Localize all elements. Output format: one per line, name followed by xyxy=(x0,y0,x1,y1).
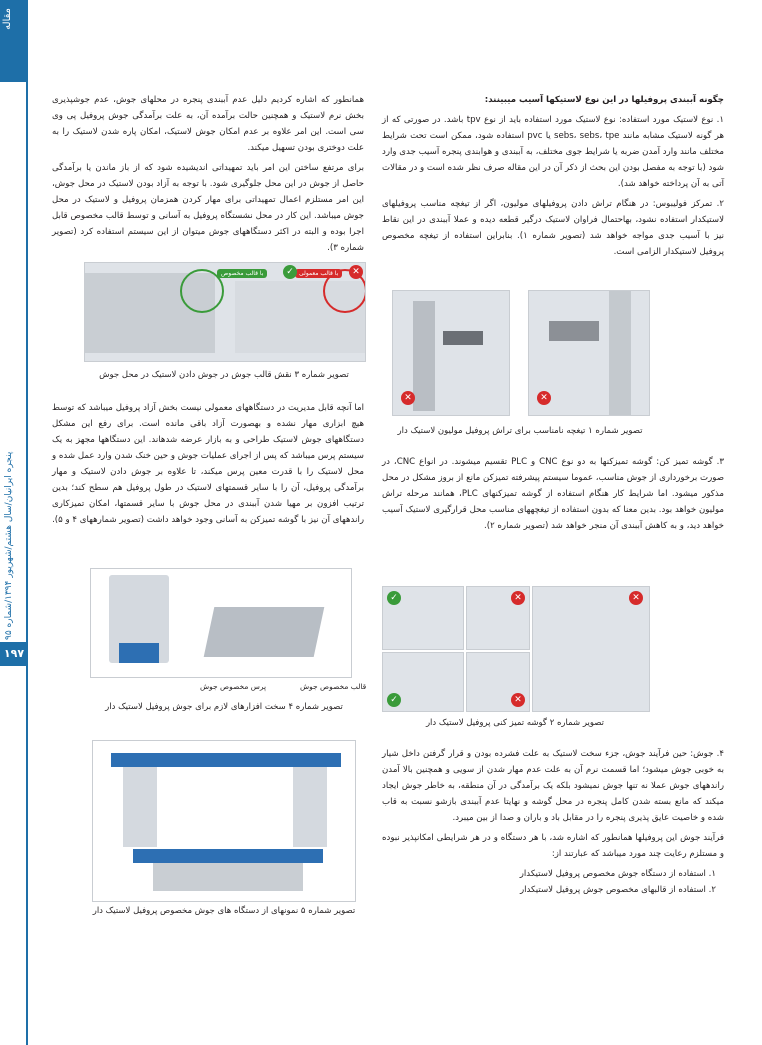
paragraph: ۲. تمرکز فولیبوس: در هنگام تراش دادن پروفیلهای مولیون، اگر از تیغچه مناسب پروفیلهای لاستیکدار استفاده نشود، بهاحتمال فراوان لاستیک درگیر قطعه دیده و عملا آببندی در این نقاط نیز با آسیب جدی مواجه خواهد شد (تصویر شماره ۱). بنابراین استفاده از تیغچه مخصوص پروفیل لاستیکدار الزامی است. xyxy=(382,199,724,257)
list-item: ۱. استفاده از دستگاه جوش مخصوص پروفیل لاستیکدار xyxy=(519,869,716,879)
check-icon: ✓ xyxy=(387,693,401,707)
figure-2-photo-a xyxy=(382,586,464,650)
section-tab xyxy=(0,0,28,82)
figure-3-caption: تصویر شماره ۳ نقش قالب جوش در جوش دادن لاستیک در محل جوش xyxy=(99,370,349,380)
figure-1-caption: تصویر شماره ۱ تیغچه نامناسب برای تراش پروفیل مولیون لاستیک دار xyxy=(397,426,643,436)
good-mold-tag: با قالب مخصوص xyxy=(217,269,267,278)
section-label: مقاله xyxy=(2,8,13,30)
paragraph: اما آنچه قابل مدیریت در دستگاههای معمولی نیست بخش آزاد پروفیل میباشد که توسط هیچ ابزاری مهار نشده و بهصورت آزاد باقی مانده است. برای رفع این مشکل دستگاههای جوش لاستیک طراحی و به بازار عرضه شدهاند. این دستگاهها مجهز به یک سیستم پرس میباشد که پس از اجرای عملیات جوش و حین خنک شدن وارد عمل شده و محل لاستیک را با قدرت معین پرس میکند، تا علاوه بر جوش دادن لاستیک و مهار برآمدگی پروفیل، آن را با سایر قسمتهای لاستیک در طول پروفیل هم سطح کند؛ بدین ترتیب افزون بر مهیا شدن آببندی در محل جوش با سایر قسمتها، امکان تمیزکاری راندههای آن نیز با گوشه تمیزکن به آسانی وجود خواهد داشت (تصویر شمارههای ۴ و ۵). xyxy=(52,403,364,525)
paragraph: ۳. گوشه تمیز کن: گوشه تمیزکنها به دو نوع CNC و PLC تقسیم میشوند. در انواع CNC، در صورت برخورداری از جوش مناسب، عموما سیستم پیشرفته تمیزکن مانع از بروز مشکل در محل مذکور میشود. اما شرایط کار هنگام استفاده از گوشه تمیزکنهای PLC، همانند مرحله تراش مولیون خواهد بود. بدین معنا که بدون استفاده از تیغچههای مناسب محل قرارگیری لاستیک آسیب خواهد دید، و به کاهش آببندی آن منجر خواهد شد (تصویر شماره ۲). xyxy=(382,457,724,531)
paragraph: همانطور که اشاره کردیم دلیل عدم آببندی پنجره در محلهای جوش، عدم جوشپذیری بخش نرم لاستیک و همچنین حالت برآمده آن، به علت برآمدگی جوش پروفیل پی وی سی است. این امر علاوه بر عدم امکان جوش لاستیک، امکان پاره شدن لاستیک را به علت دوختری بودن تسهیل میکند. xyxy=(52,95,364,153)
figure-2-photo-c xyxy=(532,586,650,712)
check-icon: ✓ xyxy=(283,265,297,279)
error-icon: ✕ xyxy=(401,391,415,405)
figure-2-photo-b xyxy=(466,586,530,650)
page-number: ۱۹۷ xyxy=(0,642,28,666)
paragraph: برای مرتفع ساختن این امر باید تمهیداتی اندیشیده شود که از باز ماندن یا برآمدگی حاصل از جوش در این محل جلوگیری شود. با توجه به آزاد بودن لاستیک در محل جوش، این امر مستلزم اعمال تمهیداتی برای مهار کردن همزمان پروفیل و لاستیک در محل جوش میباشد. این کار در محل نشستگاه پروفیل به آسانی و توسط قالب مخصوص قابل اجرا بوده و البته در اکثر دستگاههای جوش میتوان از این سیستم استفاده کرد (تصویر شماره ۳). xyxy=(52,163,364,253)
error-icon: ✕ xyxy=(511,591,525,605)
figure-4-caption: تصویر شماره ۴ سخت افزارهای لازم برای جوش پروفیل لاستیک دار xyxy=(105,702,343,712)
sidebar-rule xyxy=(26,0,28,1045)
figure-1-photo-left xyxy=(392,290,510,416)
bad-mold-tag: با قالب معمولی xyxy=(295,269,342,278)
error-icon: ✕ xyxy=(629,591,643,605)
figure-1-photo-right xyxy=(528,290,650,416)
error-icon: ✕ xyxy=(349,265,363,279)
right-column-top xyxy=(382,92,724,264)
paragraph: فرآیند جوش این پروفیلها همانطور که اشاره شد، با هر دستگاه و در هر شرایطی امکانپذیر نبوده و مستلزم رعایت چند مورد میباشد که عبارتند از: xyxy=(382,833,724,859)
error-icon: ✕ xyxy=(511,693,525,707)
right-column-mid xyxy=(382,454,724,538)
figure-4-label-press: پرس مخصوص جوش xyxy=(200,682,267,691)
figure-4-photo xyxy=(90,568,352,678)
paragraph: چگونه آببندی پروفیلها در این نوع لاستیکها آسیب میبینند: xyxy=(484,95,724,105)
right-column-bottom xyxy=(382,746,724,898)
figure-5-caption: تصویر شماره ۵ نمونهای از دستگاه های جوش مخصوص پروفیل لاستیک دار xyxy=(92,906,356,916)
figure-4-label-mold: قالب مخصوص جوش xyxy=(300,682,367,691)
list-item: ۲. استفاده از قالبهای مخصوص جوش پروفیل لاستیکدار xyxy=(520,885,716,895)
issue-info: پنجره ایرانیان/سال هشتم/شهریور ۱۳۹۴/شماره ۹۵ xyxy=(4,451,14,640)
left-column-mid xyxy=(52,400,364,532)
paragraph: ۱. نوع لاستیک مورد استفاده: نوع لاستیک مورد استفاده باید از نوع tpv باشد. در صورتی که از هر گونه لاستیک مشابه مانند sebs، sebs، tpe یا pvc استفاده شود، ممکن است تحت شرایط مختلف مانند وارد آمدن ضربه یا شرایط جوی مختلف، به آببندی و هوابندی پنجره آسیب جدی وارد شود (با توجه به مفصل بودن این بحث از ذکر آن در این مقاله صرف نظر شده است و در مقالات آتی به آن پرداخته خواهد شد). xyxy=(382,115,725,189)
paragraph: ۴. جوش: حین فرآیند جوش، جزء سخت لاستیک به علت فشرده بودن و قرار گرفتن داخل شیار به خوبی جوش میشود؛ اما قسمت نرم آن به علت عدم مهار شدن از سویی و همچنین بالا آمدن راندههای جوش عملا نه تنها جوش نمیشود بلکه یک برآمدگی در آن منطقه، به خاطر جوش ایجاد میکند که مانع بسته شدن کامل پنجره در محل گوشه و نهایتا عدم آببندی بازشو نسبت به قاب شده و خاصیت عایق پذیری پنجره را در مقابل باد و باران و صدا از بین میبرد. xyxy=(382,749,724,823)
figure-5-photo xyxy=(92,740,356,902)
page-sidebar xyxy=(0,0,28,1045)
figure-2-caption: تصویر شماره ۲ گوشه تمیز کنی پروفیل لاستیک دار xyxy=(425,718,605,728)
error-icon: ✕ xyxy=(537,391,551,405)
figure-2-photo-e xyxy=(466,652,530,712)
left-column-top xyxy=(52,92,364,260)
figure-2-photo-d xyxy=(382,652,464,712)
figure-3-photo xyxy=(84,262,366,362)
check-icon: ✓ xyxy=(387,591,401,605)
